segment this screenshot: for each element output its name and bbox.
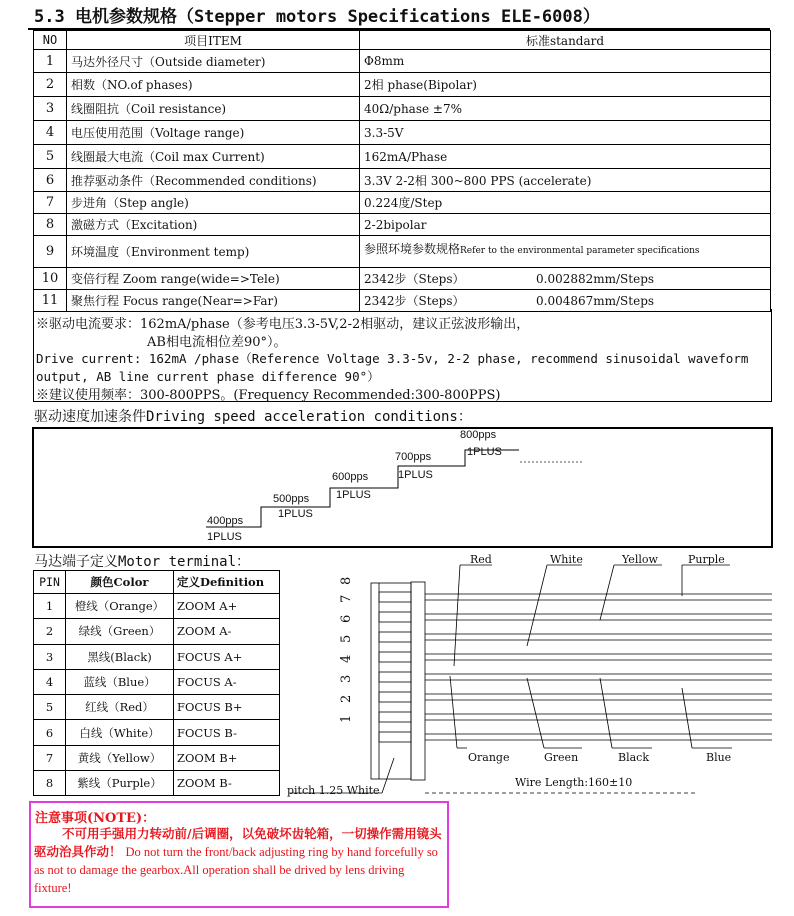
- wire-label-red: Red: [470, 553, 492, 566]
- pin-label: 2: [339, 694, 354, 703]
- pin-definition: ZOOM B+: [174, 745, 280, 770]
- spec-standard: [360, 268, 771, 290]
- spec-row: [34, 97, 771, 121]
- pin-header-color: 颜色Color: [66, 571, 174, 594]
- pin-label: 8: [339, 576, 354, 585]
- pin-number: 5: [34, 695, 66, 720]
- spec-standard-main: 参照环境参数规格: [364, 242, 461, 256]
- pin-color: 黄线（Yellow）: [66, 745, 174, 770]
- pin-number: 7: [34, 745, 66, 770]
- spec-no: 5: [34, 145, 67, 169]
- spec-steps: 2342步（Steps）: [364, 294, 465, 308]
- spec-row: [34, 268, 771, 290]
- spec-standard: 162mA/Phase: [360, 145, 771, 169]
- plus-label: 1PLUS: [467, 446, 502, 458]
- pin-color: 黑线(Black): [66, 644, 174, 669]
- accel-title: 驱动速度加速条件Driving speed acceleration conditions：: [34, 409, 472, 425]
- spec-item: 步进角（Step angle): [67, 192, 360, 214]
- spec-standard: 3.3V 2-2相 300~800 PPS (accelerate): [360, 169, 771, 192]
- pps-label: 800pps: [460, 429, 497, 441]
- spec-item: 相数（NO.of phases): [67, 73, 360, 97]
- spec-standard: 2相 phase(Bipolar): [360, 73, 771, 97]
- spec-no: 1: [34, 50, 67, 73]
- pin-definition: FOCUS A-: [174, 669, 280, 694]
- wire-label-purple: Purple: [688, 553, 725, 566]
- wire-label-green: Green: [544, 751, 579, 764]
- spec-standard: 2-2bipolar: [360, 214, 771, 236]
- spec-no: 9: [34, 236, 67, 268]
- pin-color: 橙线（Orange）: [66, 594, 174, 619]
- pin-row: [34, 619, 280, 644]
- pin-number: 8: [34, 771, 66, 796]
- notice-text-zh: 不可用手强用力转动前/后调圈，以免破坏齿轮箱，一切操作需用镜头驱动治具作动！: [34, 826, 442, 859]
- spec-step-value: 0.002882mm/Steps: [536, 272, 655, 286]
- spec-item: 线圈阻抗（Coil resistance): [67, 97, 360, 121]
- spec-no: 10: [34, 268, 67, 290]
- spec-no: 7: [34, 192, 67, 214]
- pin-number-labels: [339, 577, 354, 723]
- spec-header-item: 项目ITEM: [67, 31, 360, 50]
- spec-no: 6: [34, 169, 67, 192]
- pin-header-pin: PIN: [34, 571, 66, 594]
- spec-standard: 40Ω/phase ±7%: [360, 97, 771, 121]
- spec-row: [34, 50, 771, 73]
- wire-length-label: Wire Length:160±10: [515, 776, 633, 789]
- pin-color: 红线（Red）: [66, 695, 174, 720]
- spec-row: [34, 214, 771, 236]
- pin-label: 6: [339, 614, 354, 623]
- pin-row: [34, 695, 280, 720]
- pin-label: 5: [339, 634, 354, 643]
- staircase-svg: [34, 429, 771, 546]
- connector-body: [371, 583, 411, 779]
- pin-color: 紫线（Purple）: [66, 771, 174, 796]
- note-line: Drive current: 162mA /phase（Reference Voltage 3.3-5v, 2-2 phase, recommend sinusoidal waveform: [36, 351, 749, 366]
- pin-number: 1: [34, 594, 66, 619]
- accel-diagram: [32, 427, 773, 548]
- connector-diagram: [282, 548, 787, 803]
- pin-header-row: [34, 571, 280, 594]
- spec-table: [33, 30, 771, 312]
- pin-definition: ZOOM A+: [174, 594, 280, 619]
- spec-row: [34, 192, 771, 214]
- spec-item: 线圈最大电流（Coil max Current): [67, 145, 360, 169]
- plus-label: 1PLUS: [398, 469, 433, 481]
- note-line: output, AB line current phase difference 90°）: [36, 369, 380, 384]
- spec-row: [34, 145, 771, 169]
- spec-header-no: NO: [34, 31, 67, 50]
- pin-definition: FOCUS A+: [174, 644, 280, 669]
- pin-row: [34, 745, 280, 770]
- pin-label: 3: [339, 674, 354, 683]
- pps-label: 400pps: [207, 515, 244, 527]
- notice-body: [34, 825, 444, 897]
- plus-label: 1PLUS: [336, 489, 371, 501]
- pin-definition: FOCUS B-: [174, 720, 280, 745]
- wire-label-white: White: [550, 553, 583, 566]
- spec-no: 11: [34, 290, 67, 312]
- pin-definition: ZOOM B-: [174, 771, 280, 796]
- note-line: ※建议使用频率：300-800PPS。(Frequency Recommended:300-800PPS): [36, 388, 501, 403]
- spec-no: 3: [34, 97, 67, 121]
- spec-row: [34, 236, 771, 268]
- spec-standard: Φ8mm: [360, 50, 771, 73]
- pin-definition: FOCUS B+: [174, 695, 280, 720]
- notice-text-en: Do not turn the front/back adjusting ring by hand forcefully so as not to damage the gearbox.All operation shall be drived by lens driving fixture!: [34, 845, 438, 895]
- note-line: AB相电流相位差90°）。: [147, 335, 287, 350]
- drive-current-notes: [33, 309, 772, 402]
- wire-label-yellow: Yellow: [622, 553, 658, 566]
- wire-label-orange: Orange: [468, 751, 510, 764]
- spec-no: 8: [34, 214, 67, 236]
- spec-standard: 0.224度/Step: [360, 192, 771, 214]
- pin-row: [34, 669, 280, 694]
- pin-header-definition: 定义Definition: [174, 571, 280, 594]
- pin-row: [34, 644, 280, 669]
- pin-color: 蓝线（Blue）: [66, 669, 174, 694]
- pin-label: 4: [339, 654, 354, 663]
- spec-row: [34, 121, 771, 145]
- pin-row: [34, 720, 280, 745]
- ribbon-wires: [425, 594, 772, 740]
- wire-label-black: Black: [618, 751, 649, 764]
- pin-label: 7: [339, 594, 354, 603]
- spec-standard-note: Refer to the environmental parameter specifications: [460, 246, 700, 256]
- plus-label: 1PLUS: [207, 531, 242, 543]
- note-line: ※驱动电流要求：162mA/phase（参考电压3.3-5V,2-2相驱动，建议正弦波形输出，: [36, 317, 530, 332]
- spec-header-row: [34, 31, 771, 50]
- pitch-label: pitch 1.25 White: [287, 784, 380, 797]
- pps-label: 600pps: [332, 471, 369, 483]
- pin-number: 3: [34, 644, 66, 669]
- pin-number: 4: [34, 669, 66, 694]
- pin-table: [33, 570, 280, 796]
- notice-box: [29, 801, 449, 908]
- pin-number: 6: [34, 720, 66, 745]
- spec-row: [34, 73, 771, 97]
- pps-label: 500pps: [273, 493, 310, 505]
- spec-no: 4: [34, 121, 67, 145]
- spec-item: 环境温度（Environment temp): [67, 236, 360, 268]
- spec-item: 激磁方式（Excitation): [67, 214, 360, 236]
- spec-steps: 2342步（Steps）: [364, 272, 465, 286]
- notice-title: 注意事项(NOTE)：: [35, 811, 156, 826]
- terminal-title: 马达端子定义Motor terminal：: [34, 554, 251, 570]
- plus-label: 1PLUS: [278, 508, 313, 520]
- pps-label: 700pps: [395, 451, 432, 463]
- pin-number: 2: [34, 619, 66, 644]
- page-title: 5.3 电机参数规格（Stepper motors Specifications ELE-6008）: [34, 7, 600, 27]
- spec-standard: [360, 236, 771, 268]
- spec-item: 聚焦行程 Focus range(Near=>Far): [67, 290, 360, 312]
- wire-label-blue: Blue: [706, 751, 732, 764]
- spec-standard: 3.3-5V: [360, 121, 771, 145]
- spec-item: 电压使用范围（Voltage range): [67, 121, 360, 145]
- spec-header-standard: 标准standard: [360, 31, 771, 50]
- spec-item: 变倍行程 Zoom range(wide=>Tele): [67, 268, 360, 290]
- connector-pins: [379, 582, 425, 780]
- pin-row: [34, 594, 280, 619]
- spec-row: [34, 169, 771, 192]
- pin-color: 白线（White）: [66, 720, 174, 745]
- pin-label: 1: [339, 714, 354, 723]
- pin-color: 绿线（Green）: [66, 619, 174, 644]
- spec-no: 2: [34, 73, 67, 97]
- spec-item: 马达外径尺寸（Outside diameter): [67, 50, 360, 73]
- spec-item: 推荐驱动条件（Recommended conditions): [67, 169, 360, 192]
- pin-definition: ZOOM A-: [174, 619, 280, 644]
- pin-row: [34, 771, 280, 796]
- spec-step-value: 0.004867mm/Steps: [536, 294, 655, 308]
